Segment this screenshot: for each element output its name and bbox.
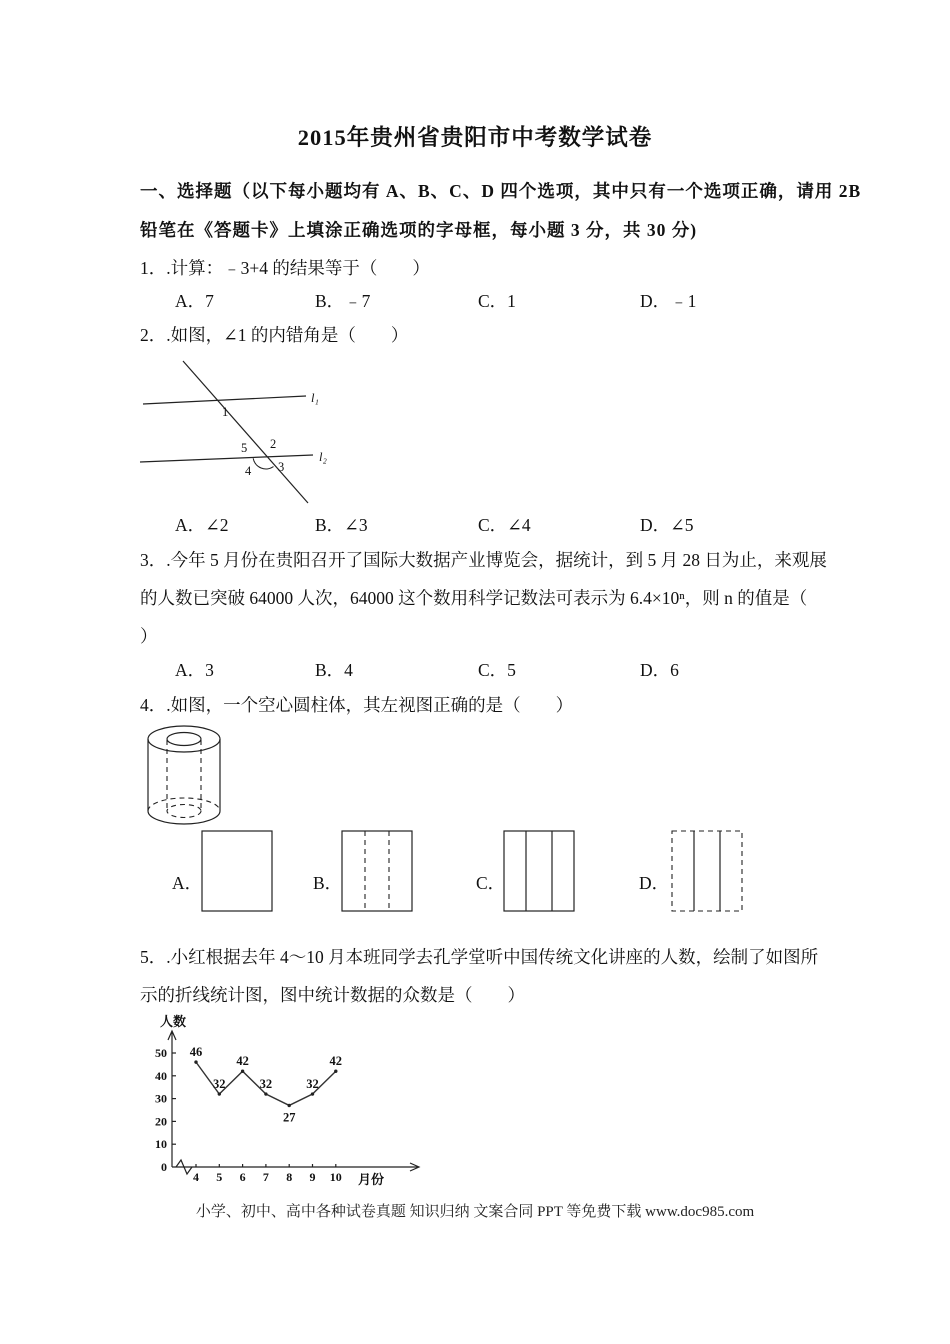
section-heading-line-2: 铅笔在《答题卡》上填涂正确选项的字母框，每小题 3 分，共 30 分) xyxy=(140,220,698,240)
data-point xyxy=(334,1070,337,1073)
question-1-option-a: A．7 xyxy=(175,291,214,311)
question-4-text: 4．.如图，一个空心圆柱体，其左视图正确的是（ ） xyxy=(140,695,574,715)
question-2-option-b: B．∠3 xyxy=(315,515,368,535)
data-point xyxy=(194,1060,197,1063)
question-5-text-line-2: 示的折线统计图，图中统计数据的众数是（ ） xyxy=(140,985,525,1005)
x-tick-label: 6 xyxy=(239,1170,246,1184)
option-b-square xyxy=(342,831,412,911)
label-angle-3: 3 xyxy=(278,460,285,474)
question-3-text-line-1: 3．.今年 5 月份在贵阳召开了国际大数据产业博览会，据统计，到 5 月 28 日为止，来观展 xyxy=(140,550,827,570)
label-line-l2: l₂ xyxy=(319,450,327,464)
question-5-text-line-1: 5．.小红根据去年 4～10 月本班同学去孔学堂听中国传统文化讲座的人数，绘制了如图所 xyxy=(140,947,819,967)
q4-hollow-cylinder-figure xyxy=(143,721,225,829)
data-point-label: 46 xyxy=(189,1045,203,1060)
data-point xyxy=(288,1104,291,1107)
y-tick-label: 20 xyxy=(155,1114,167,1129)
y-tick-label: 40 xyxy=(155,1068,167,1083)
question-1-text: 1．.计算：﹣3+4 的结果等于（ ） xyxy=(140,258,430,278)
q5-line-chart xyxy=(146,1010,446,1200)
parallel-line-l2 xyxy=(140,455,313,462)
option-a-square xyxy=(202,831,272,911)
question-3-text-line-2: 的人数已突破 64000 人次，64000 这个数用科学记数法可表示为 6.4×10ⁿ，则 n 的值是（ xyxy=(140,588,808,608)
section-heading-line-1: 一、选择题（以下每小题均有 A、B、C、D 四个选项，其中只有一个选项正确，请用 2B xyxy=(140,181,862,201)
data-point-label: 32 xyxy=(259,1077,273,1092)
question-3-option-a: A．3 xyxy=(175,660,214,680)
label-angle-4: 4 xyxy=(245,464,252,478)
page-title: 2015年贵州省贵阳市中考数学试卷 xyxy=(297,125,653,150)
data-point-label: 42 xyxy=(329,1054,343,1069)
question-1-option-b: B．﹣7 xyxy=(315,291,371,311)
question-4-figure-label-b: B． xyxy=(313,873,343,893)
x-axis-title: 月份 xyxy=(358,1172,385,1187)
question-2-option-a: A．∠2 xyxy=(175,515,229,535)
data-point xyxy=(218,1092,221,1095)
option-c-square xyxy=(504,831,574,911)
transversal-line xyxy=(183,361,308,503)
question-3-text-line-3: ） xyxy=(140,626,158,646)
data-point-label: 27 xyxy=(282,1110,296,1125)
page-footer: 小学、初中、高中各种试卷真题 知识归纳 文案合同 PPT 等免费下载 www.doc985.com xyxy=(195,1204,755,1220)
data-point-label: 42 xyxy=(236,1054,249,1069)
data-point xyxy=(311,1092,314,1095)
question-2-option-c: C．∠4 xyxy=(478,515,531,535)
x-tick-label: 4 xyxy=(193,1170,199,1184)
question-3-option-c: C．5 xyxy=(478,660,516,680)
label-angle-1: 1 xyxy=(222,405,229,419)
question-1-option-d: D．﹣1 xyxy=(640,291,697,311)
data-point-label: 32 xyxy=(213,1077,226,1092)
data-point xyxy=(264,1092,267,1095)
question-2-text: 2．.如图，∠1 的内错角是（ ） xyxy=(140,325,409,345)
y-tick-label: 30 xyxy=(155,1091,167,1106)
x-tick-label: 10 xyxy=(329,1170,342,1184)
question-3-option-d: D．6 xyxy=(640,660,679,680)
q4-option-a-figure xyxy=(200,829,274,913)
cylinder-outer-top-ellipse xyxy=(148,726,220,752)
y-tick-label: 10 xyxy=(155,1137,167,1152)
label-angle-2: 2 xyxy=(270,437,277,451)
y-tick-label: 50 xyxy=(155,1046,167,1060)
y-axis-title: 人数 xyxy=(160,1014,187,1029)
q4-option-d-figure xyxy=(670,829,744,913)
option-d-dashed-square xyxy=(672,831,742,911)
x-tick-label: 8 xyxy=(286,1170,293,1184)
label-line-l1: l₁ xyxy=(311,391,319,405)
q2-angles-diagram xyxy=(138,356,348,508)
x-tick-label: 7 xyxy=(262,1170,269,1184)
question-1-option-c: C．1 xyxy=(478,291,516,311)
data-point xyxy=(241,1070,244,1073)
q4-option-b-figure xyxy=(340,829,414,913)
question-4-figure-label-a: A． xyxy=(172,873,203,893)
cylinder-inner-bottom-ellipse-hidden xyxy=(167,805,201,818)
cylinder-inner-top-ellipse xyxy=(167,733,201,746)
y-tick-label: 0 xyxy=(161,1160,167,1174)
question-4-figure-label-d: D． xyxy=(639,873,670,893)
label-angle-5: 5 xyxy=(241,441,248,455)
x-tick-label: 5 xyxy=(216,1170,223,1184)
q4-option-c-figure xyxy=(502,829,576,913)
parallel-line-l1 xyxy=(143,396,306,404)
data-point-label: 32 xyxy=(306,1077,319,1092)
question-3-option-b: B．4 xyxy=(315,660,353,680)
x-tick-label: 9 xyxy=(309,1170,316,1184)
question-4-figure-label-c: C． xyxy=(476,873,506,893)
question-2-option-d: D．∠5 xyxy=(640,515,694,535)
